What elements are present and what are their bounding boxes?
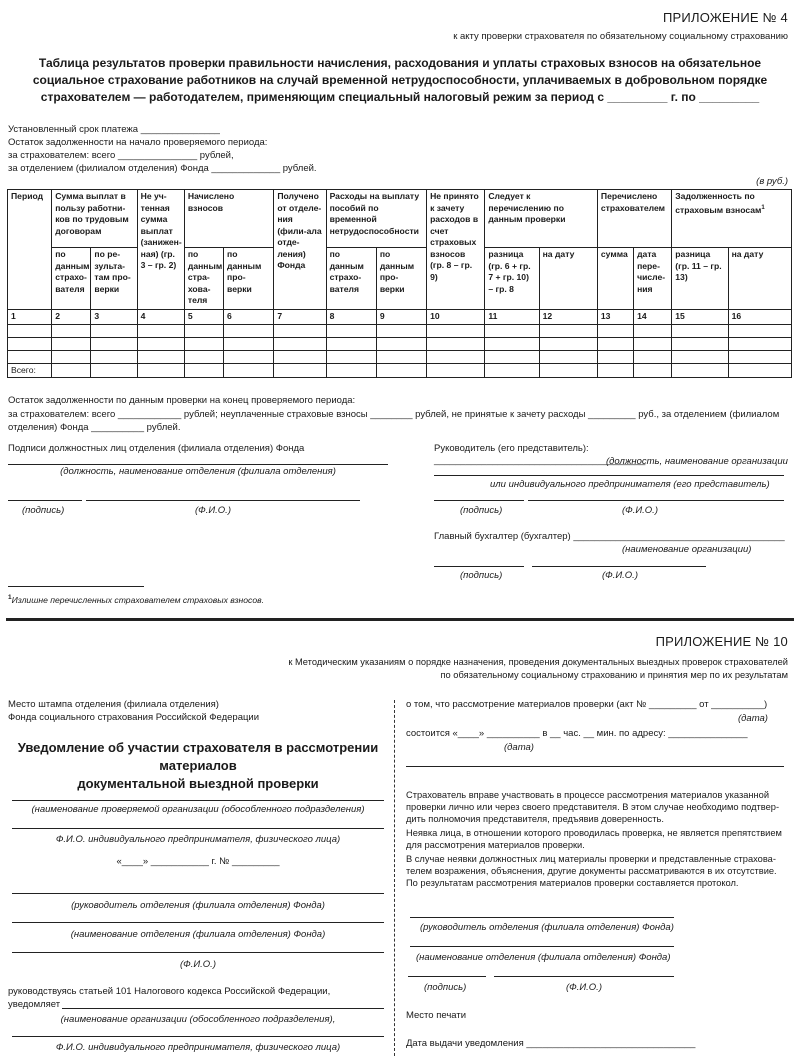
appendix4-heading bbox=[20, 55, 780, 106]
paragraph-absence: Неявка лица, в отношении которого проводилась проверка, не является препятствием для рассмотрения материалов проверки. bbox=[406, 828, 782, 850]
col-exp-insurer: по данным страхо-вателя bbox=[326, 248, 376, 310]
insurer-sign-caption: (подпись) bbox=[460, 505, 503, 516]
branch-caption: (наименование отделения (филиала отделения) Фонда) bbox=[70, 929, 326, 940]
col-received: Получено от отделе-ния (фили-ала отде-ления) Фонда bbox=[274, 190, 326, 310]
fund-position-caption: (должность, наименование отделения (филиала отделения) bbox=[60, 466, 336, 477]
column-number: 4 bbox=[137, 310, 184, 325]
payment-deadline: Установленный срок платежа _______________ bbox=[8, 124, 220, 135]
total-row bbox=[8, 363, 792, 378]
heading-line: социальное страхование работников на случай временной нетрудоспособности, уплачиваемых в добровольном порядке bbox=[32, 73, 768, 87]
col-period: Период bbox=[8, 190, 52, 310]
org-caption-2: (наименование организации (обособленного подразделения), bbox=[60, 1014, 336, 1025]
column-number: 16 bbox=[728, 310, 791, 325]
notifies-text: уведомляет bbox=[8, 999, 61, 1010]
units-note: (в руб.) bbox=[756, 176, 788, 187]
fund-sign-caption: (подпись) bbox=[22, 505, 65, 516]
table-row bbox=[8, 350, 792, 363]
column-divider bbox=[394, 700, 395, 1056]
insurer-fio-caption: (Ф.И.О.) bbox=[622, 505, 658, 516]
heading-line: страхователем — работодателем, применяющим специальный налоговый режим за период с _________ г. по _________ bbox=[40, 90, 760, 104]
review-date-caption: (дата) bbox=[504, 742, 534, 753]
act-date-caption: (дата) bbox=[738, 713, 768, 724]
column-number: 5 bbox=[184, 310, 223, 325]
col-transferred: Перечислено страхователем bbox=[597, 190, 671, 248]
right-fio-caption: (Ф.И.О.) bbox=[566, 982, 602, 993]
chief-accountant-label: Главный бухгалтер (бухгалтер) ________________________________________ bbox=[434, 531, 785, 542]
right-branch-caption: (наименование отделения (филиала отделения) Фонда) bbox=[416, 952, 671, 963]
appendix4-subtitle: к акту проверки страхователя по обязательному социальному страхованию bbox=[453, 31, 788, 42]
column-number: 8 bbox=[326, 310, 376, 325]
col-tr-date: дата пере-числе-ния bbox=[634, 248, 672, 310]
footnote-ref: 1 bbox=[761, 204, 765, 211]
stamp-place-2: Фонда социального страхования Российской Федерации bbox=[8, 712, 260, 723]
start-debt-insurer: за страхователем: всего _______________ рублей, bbox=[8, 150, 234, 161]
paragraph-representation: Страхователь вправе участвовать в процессе рассмотрения материалов указанной проверки лично или через своего представителя. В этом случае необходимо подтвер-дить полномочия представителя, предъявив доверенность. bbox=[406, 790, 780, 824]
right-head-caption: (руководитель отделения (филиала отделения) Фонда) bbox=[420, 922, 674, 933]
column-number: 15 bbox=[672, 310, 728, 325]
table-row bbox=[8, 337, 792, 350]
column-numbers-row bbox=[8, 310, 792, 325]
col-payments: Сумма выплат в пользу работни-ков по трудовым договорам bbox=[52, 190, 137, 248]
appendix4-title: ПРИЛОЖЕНИЕ № 4 bbox=[663, 10, 788, 25]
chief-fio-caption: (Ф.И.О.) bbox=[602, 570, 638, 581]
column-number: 11 bbox=[485, 310, 539, 325]
review-paragraphs bbox=[406, 789, 786, 889]
review-time-text: состоится «____» __________ в __ час. __ мин. по адресу: _______________ bbox=[406, 728, 748, 739]
stamp-place-1: Место штампа отделения (филиала отделения) bbox=[8, 699, 219, 710]
col-pay-check: по ре-зульта-там про-верки bbox=[91, 248, 137, 310]
column-number: 13 bbox=[597, 310, 633, 325]
col-not-accepted: Не принято к зачету расходов в счет страховых взносов (гр. 8 – гр. 9) bbox=[427, 190, 485, 310]
footnote-text: Излишне перечисленных страхователем страховых взносов. bbox=[11, 594, 265, 605]
column-number: 1 bbox=[8, 310, 52, 325]
start-debt-branch: за отделением (филиалом отделения) Фонда _____________ рублей. bbox=[8, 163, 317, 174]
section-divider bbox=[6, 618, 794, 621]
col-debt-date: на дату bbox=[728, 248, 791, 310]
review-about-text: о том, что рассмотрение материалов проверки (акт № _________ от __________) bbox=[406, 699, 768, 710]
insurer-head-label: Руководитель (его представитель): ________________________________________ bbox=[434, 443, 646, 466]
appendix10-title: ПРИЛОЖЕНИЕ № 10 bbox=[655, 634, 788, 649]
chief-org-caption: (наименование организации) bbox=[622, 544, 752, 555]
column-number: 9 bbox=[376, 310, 426, 325]
total-label: Всего: bbox=[8, 363, 52, 378]
appendix10-subtitle-1: к Методическим указаниям о порядке назначения, проведения документальных выездных проверок страхователей bbox=[288, 657, 788, 667]
column-number: 12 bbox=[539, 310, 597, 325]
col-debt bbox=[672, 190, 792, 248]
column-number: 10 bbox=[427, 310, 485, 325]
col-tt-diff: разница (гр. 6 + гр. 7 + гр. 10) – гр. 8 bbox=[485, 248, 539, 310]
ip-caption-2: Ф.И.О. индивидуального предпринимателя, физического лица) bbox=[55, 1042, 341, 1053]
table-row bbox=[8, 324, 792, 337]
footnote bbox=[8, 594, 264, 605]
notice-heading-line: документальной выездной проверки bbox=[77, 776, 319, 791]
end-debt-label: Остаток задолженности по данным проверки на конец проверяемого периода: bbox=[8, 395, 356, 406]
insurer-ip-caption: или индивидуального предпринимателя (его представитель) bbox=[490, 479, 770, 490]
col-not-counted: Не уч-тенная сумма выплат (занижен-ная) (гр. 3 – гр. 2) bbox=[137, 190, 184, 310]
paragraph-protocol: В случае неявки должностных лиц материалы проверки и представленные страхова-телем возражения, объяснения, другие документы рассматриваются в их отсутствие. По результатам рассмотрения материалов проверки составляется протокол. bbox=[406, 854, 777, 888]
issue-date: Дата выдачи уведомления ________________________________ bbox=[406, 1038, 696, 1049]
col-to-transfer: Следует к перечислению по данным проверки bbox=[485, 190, 598, 248]
notice-date-number: «____» ___________ г. № _________ bbox=[116, 856, 280, 867]
appendix10-subtitle-2: по обязательному социальному страхованию и принятия мер по их результатам bbox=[440, 670, 788, 680]
head-caption: (руководитель отделения (филиала отделения) Фонда) bbox=[71, 900, 325, 911]
end-debt-text: за страхователем: всего ____________ рублей; неуплаченные страховые взносы ________ рублей, не принятые к зачету расходы _________ руб., за отделением (филиалом bbox=[8, 409, 780, 420]
fund-signatures-label: Подписи должностных лиц отделения (филиала отделения) Фонда bbox=[8, 443, 305, 454]
column-number: 2 bbox=[52, 310, 91, 325]
col-tr-sum: сумма bbox=[597, 248, 633, 310]
right-sign-caption: (подпись) bbox=[424, 982, 467, 993]
column-number: 3 bbox=[91, 310, 137, 325]
insurer-org-caption: (должность, наименование организации bbox=[606, 456, 788, 467]
col-acc-check: по данным про-верки bbox=[224, 248, 274, 310]
results-table bbox=[7, 189, 792, 378]
col-debt-diff: разница (гр. 11 – гр. 13) bbox=[672, 248, 728, 310]
heading-line: Таблица результатов проверки правильности начисления, расходования и уплаты страховых взносов на обязательное bbox=[38, 56, 762, 70]
footnote-mark: 1 bbox=[8, 594, 12, 601]
column-number: 14 bbox=[634, 310, 672, 325]
col-pay-insurer: по данным страхо-вателя bbox=[52, 248, 91, 310]
notice-heading bbox=[8, 739, 388, 793]
col-tt-date: на дату bbox=[539, 248, 597, 310]
column-number: 6 bbox=[224, 310, 274, 325]
chief-sign-caption: (подпись) bbox=[460, 570, 503, 581]
fund-fio-caption: (Ф.И.О.) bbox=[195, 505, 231, 516]
col-expenses: Расходы на выплату пособий по временной нетрудоспособности bbox=[326, 190, 427, 248]
start-debt-label: Остаток задолженности на начало проверяемого периода: bbox=[8, 137, 268, 148]
end-debt-text2: отделения) Фонда __________ рублей. bbox=[8, 422, 181, 433]
col-exp-check: по данным про-верки bbox=[376, 248, 426, 310]
col-acc-insurer: по данным стра-хова-теля bbox=[184, 248, 223, 310]
column-number: 7 bbox=[274, 310, 326, 325]
col-accrued: Начислено взносов bbox=[184, 190, 273, 248]
seal-place: Место печати bbox=[406, 1010, 467, 1021]
fio-caption: (Ф.И.О.) bbox=[180, 959, 216, 970]
guided-by-text: руководствуясь статьей 101 Налогового кодекса Российской Федерации, bbox=[8, 986, 331, 997]
org-caption: (наименование проверяемой организации (обособленного подразделения) bbox=[31, 804, 365, 815]
col-debt-label: Задолженность по страховым взносам bbox=[675, 191, 762, 215]
notice-heading-line: Уведомление об участии страхователя в рассмотрении материалов bbox=[17, 740, 379, 773]
ip-caption: Ф.И.О. индивидуального предпринимателя, физического лица) bbox=[55, 834, 341, 845]
